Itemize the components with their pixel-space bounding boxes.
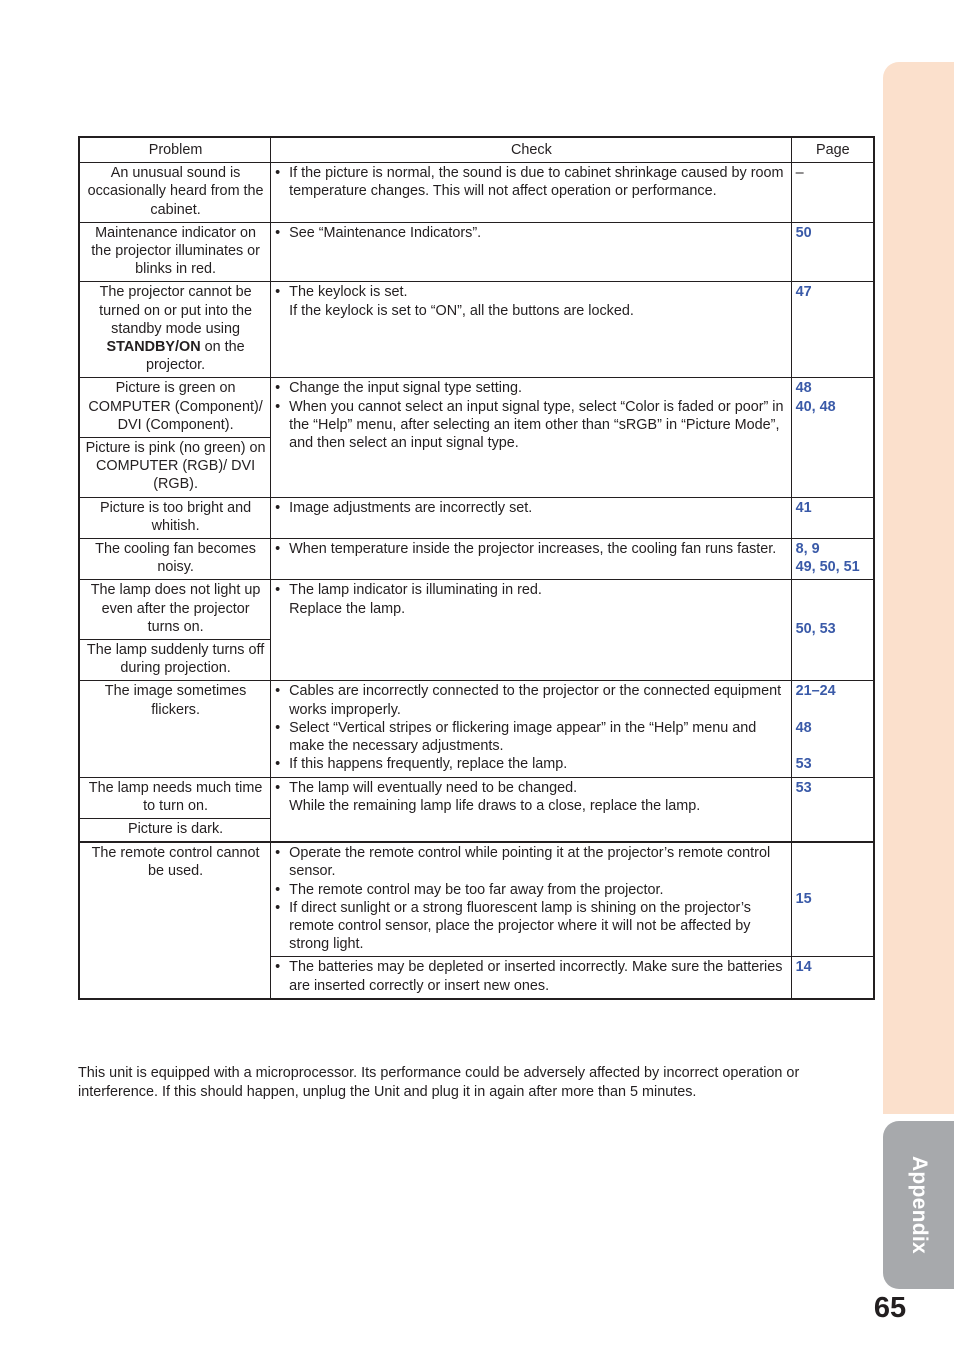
page-ref-link[interactable]: 53: [795, 756, 812, 773]
page-ref-link[interactable]: 50: [795, 224, 812, 241]
check-cell: [271, 777, 791, 842]
check-item-text: The lamp will eventually need to be changed.: [289, 779, 578, 796]
check-item: • When you cannot select an input signal type, select “Color is faded or poor” in the “Help” menu, after selecting an item other than “sRGB” in “Picture Mode”, and then select an input signal type.: [275, 398, 787, 453]
check-cell: [271, 497, 791, 538]
table-row: [79, 282, 874, 378]
page-cell: [791, 539, 874, 580]
page-ref-link[interactable]: 21–24: [795, 683, 836, 700]
check-cell: [271, 957, 791, 999]
page-cell: [791, 957, 874, 999]
appendix-tab: [883, 1121, 954, 1289]
page-cell: [791, 842, 874, 957]
appendix-tab-label: Appendix: [907, 1155, 931, 1255]
page-cell: [791, 497, 874, 538]
check-item: • Cables are incorrectly connected to the projector or the connected equipment works improperly.: [275, 682, 787, 718]
page-ref-link[interactable]: 48: [795, 380, 812, 397]
check-item: [275, 779, 787, 815]
table-header-row: [79, 137, 874, 163]
check-item: • If this happens frequently, replace the lamp.: [275, 755, 787, 773]
problem-cell: The lamp needs much time to turn on.: [79, 777, 271, 818]
check-item-text: The lamp indicator is illuminating in red.: [289, 582, 542, 599]
page-ref-link[interactable]: 15: [795, 890, 812, 907]
check-cell: [271, 163, 791, 223]
page-ref-link[interactable]: 49, 50, 51: [795, 559, 860, 576]
check-cell: [271, 222, 791, 282]
table-row: [79, 777, 874, 818]
problem-cell: The cooling fan becomes noisy.: [79, 539, 271, 580]
table-row: [79, 378, 874, 438]
check-item: • Change the input signal type setting.: [275, 379, 787, 397]
page-ref: –: [795, 165, 804, 182]
problem-cell: The remote control cannot be used.: [79, 842, 271, 999]
problem-cell: The image sometimes flickers.: [79, 681, 271, 777]
spacer: [796, 701, 870, 719]
standby-on-button-label: STANDBY/ON: [106, 339, 201, 356]
page-cell: [791, 163, 874, 223]
table-row: [79, 497, 874, 538]
page-number: 65: [873, 1292, 907, 1324]
problem-text: on the projector.: [145, 339, 245, 374]
check-cell: [271, 539, 791, 580]
problem-cell: Picture is green on COMPUTER (Component)/ DVI (Component).: [79, 378, 271, 438]
check-item: • When temperature inside the projector increases, the cooling fan runs faster.: [275, 540, 787, 558]
check-item: [275, 581, 787, 617]
table-row: [79, 222, 874, 282]
check-cell: [271, 580, 791, 681]
check-cell: [271, 378, 791, 497]
table-row: [79, 163, 874, 223]
table-row: [79, 539, 874, 580]
page-cell: [791, 777, 874, 842]
page-cell: [791, 681, 874, 777]
header-problem: Problem: [79, 137, 271, 163]
check-item-continuation: If the keylock is set to “ON”, all the buttons are locked.: [289, 302, 634, 319]
check-cell: [271, 842, 791, 957]
spacer: [796, 737, 870, 755]
check-item: • Image adjustments are incorrectly set.: [275, 499, 787, 517]
problem-cell: Picture is pink (no green) on COMPUTER (RGB)/ DVI (RGB).: [79, 438, 271, 498]
troubleshooting-table: [78, 136, 875, 1000]
page-ref-link[interactable]: 53: [795, 779, 812, 796]
header-check: Check: [271, 137, 791, 163]
problem-cell: Maintenance indicator on the projector illuminates or blinks in red.: [79, 222, 271, 282]
table-row: [79, 681, 874, 777]
page-ref-link[interactable]: 50, 53: [795, 621, 836, 638]
page-cell: [791, 580, 874, 681]
problem-cell: The lamp suddenly turns off during projection.: [79, 640, 271, 681]
check-item-continuation: While the remaining lamp life draws to a close, replace the lamp.: [289, 797, 701, 814]
page-ref-link[interactable]: 40, 48: [795, 398, 836, 415]
problem-text: The projector cannot be turned on or put into the standby mode using: [99, 284, 252, 337]
check-cell: [271, 681, 791, 777]
header-page: Page: [791, 137, 874, 163]
check-item: • See “Maintenance Indicators”.: [275, 224, 787, 242]
check-item: • If the picture is normal, the sound is due to cabinet shrinkage caused by room temperature changes. This will not affect operation or performance.: [275, 164, 787, 200]
page-ref-link[interactable]: 41: [795, 499, 812, 516]
check-cell: [271, 282, 791, 378]
check-item: • Operate the remote control while pointing it at the projector’s remote control sensor.: [275, 844, 787, 880]
page-ref-link[interactable]: 47: [795, 284, 812, 301]
problem-cell: Picture is too bright and whitish.: [79, 497, 271, 538]
page-cell: [791, 282, 874, 378]
problem-cell: [79, 282, 271, 378]
problem-cell: An unusual sound is occasionally heard from the cabinet.: [79, 163, 271, 223]
check-item: [275, 283, 787, 319]
table-row: [79, 842, 874, 957]
check-item: • The batteries may be depleted or inserted incorrectly. Make sure the batteries are inserted correctly or insert new ones.: [275, 958, 787, 994]
page-cell: [791, 222, 874, 282]
check-item: • The remote control may be too far away from the projector.: [275, 881, 787, 899]
microprocessor-note: This unit is equipped with a microprocessor. Its performance could be adversely affected by incorrect operation or interference. If this should happen, unplug the Unit and plug it in again after more than 5 minutes.: [78, 1065, 800, 1100]
page-cell: [791, 378, 874, 497]
page-ref-link[interactable]: 14: [795, 959, 812, 976]
page-ref-link[interactable]: 8, 9: [795, 541, 820, 558]
problem-cell: The lamp does not light up even after the projector turns on.: [79, 580, 271, 640]
check-item: • Select “Vertical stripes or flickering image appear” in the “Help” menu and make the necessary adjustments.: [275, 719, 787, 755]
check-item: • If direct sunlight or a strong fluorescent lamp is shining on the projector’s remote control sensor, place the projector where it will not be affected by strong light.: [275, 899, 787, 954]
page-ref-link[interactable]: 48: [795, 719, 812, 736]
side-tab-background: [883, 62, 954, 1114]
check-item-continuation: Replace the lamp.: [289, 600, 406, 617]
table-row: [79, 580, 874, 640]
problem-cell: Picture is dark.: [79, 818, 271, 842]
check-item-text: The keylock is set.: [289, 284, 408, 301]
